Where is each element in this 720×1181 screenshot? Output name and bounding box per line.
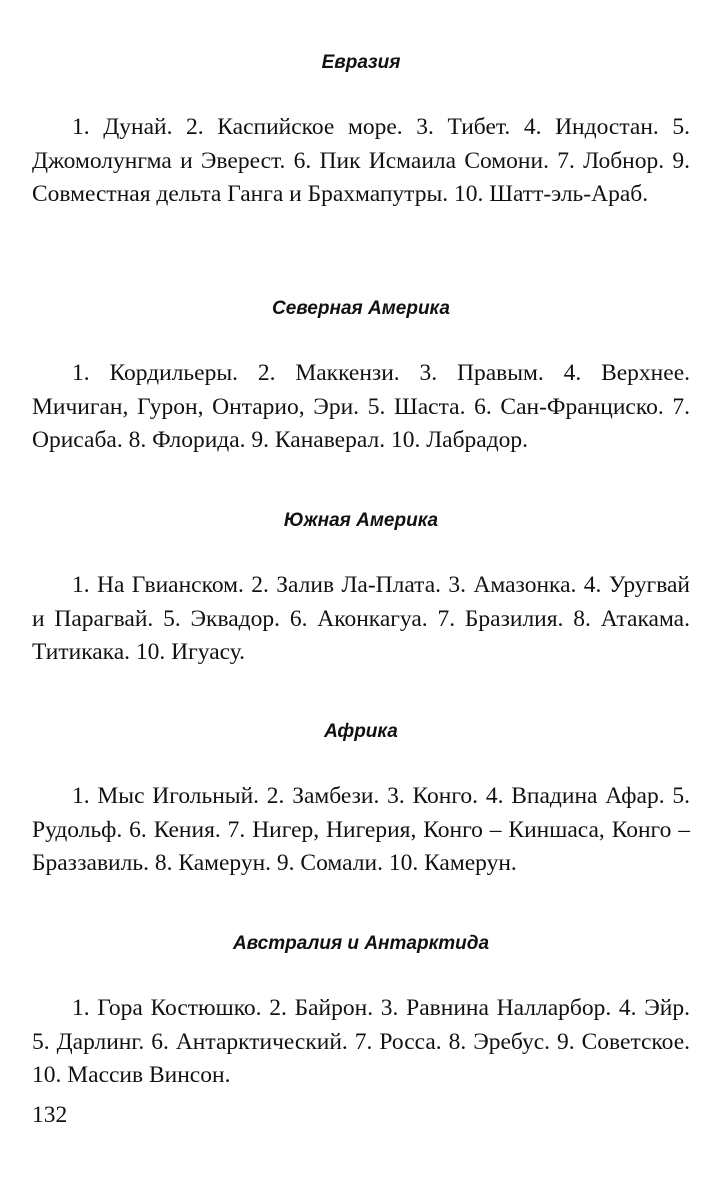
section-title: Южная Америка [283, 510, 439, 531]
section-north-america [32, 297, 690, 458]
section-title: Северная Америка [272, 298, 450, 319]
section-text: 1. На Гвианском. 2. Залив Ла-Плата. 3. Амазонка. 4. Уругвай и Парагвай. 5. Эквадор. 6. Аконкагуа. 7. Бразилия. 8. Атакама. Титикака. 10. Игуасу. [32, 572, 690, 665]
section-south-america [32, 509, 690, 670]
section-title: Австралия и Антарктида [232, 933, 490, 954]
section-eurasia [32, 51, 690, 212]
section-text: 1. Мыс Игольный. 2. Замбези. 3. Конго. 4. Впадина Афар. 5. Рудольф. 6. Кения. 7. Нигер, Нигерия, Конго – Киншаса, Конго – Браззавиль. 8. Камерун. 9. Сомали. 10. Камерун. [32, 783, 690, 876]
section-text: 1. Гора Костюшко. 2. Байрон. 3. Равнина Налларбор. 4. Эйр. 5. Дарлинг. 6. Антарктический. 7. Росса. 8. Эребус. 9. Советское. 10. Массив Винсон. [32, 995, 690, 1088]
section-title: Африка [324, 721, 398, 742]
page-number: 132 [32, 1102, 68, 1128]
section-africa [32, 720, 690, 881]
section-text: 1. Кордильеры. 2. Маккензи. 3. Правым. 4. Верхнее. Мичиган, Гурон, Онтарио, Эри. 5. Шаста. 6. Сан-Франциско. 7. Орисаба. 8. Флорида. 9. Канаверал. 10. Лабрадор. [32, 360, 690, 453]
section-text: 1. Дунай. 2. Каспийское море. 3. Тибет. 4. Индостан. 5. Джомолунгма и Эверест. 6. Пик Исмаила Сомони. 7. Лобнор. 9. Совместная дельта Ганга и Брахмапутры. 10. Шатт-эль-Араб. [32, 114, 690, 207]
section-title: Евразия [321, 52, 401, 73]
section-australia-antarctica [32, 932, 690, 1093]
